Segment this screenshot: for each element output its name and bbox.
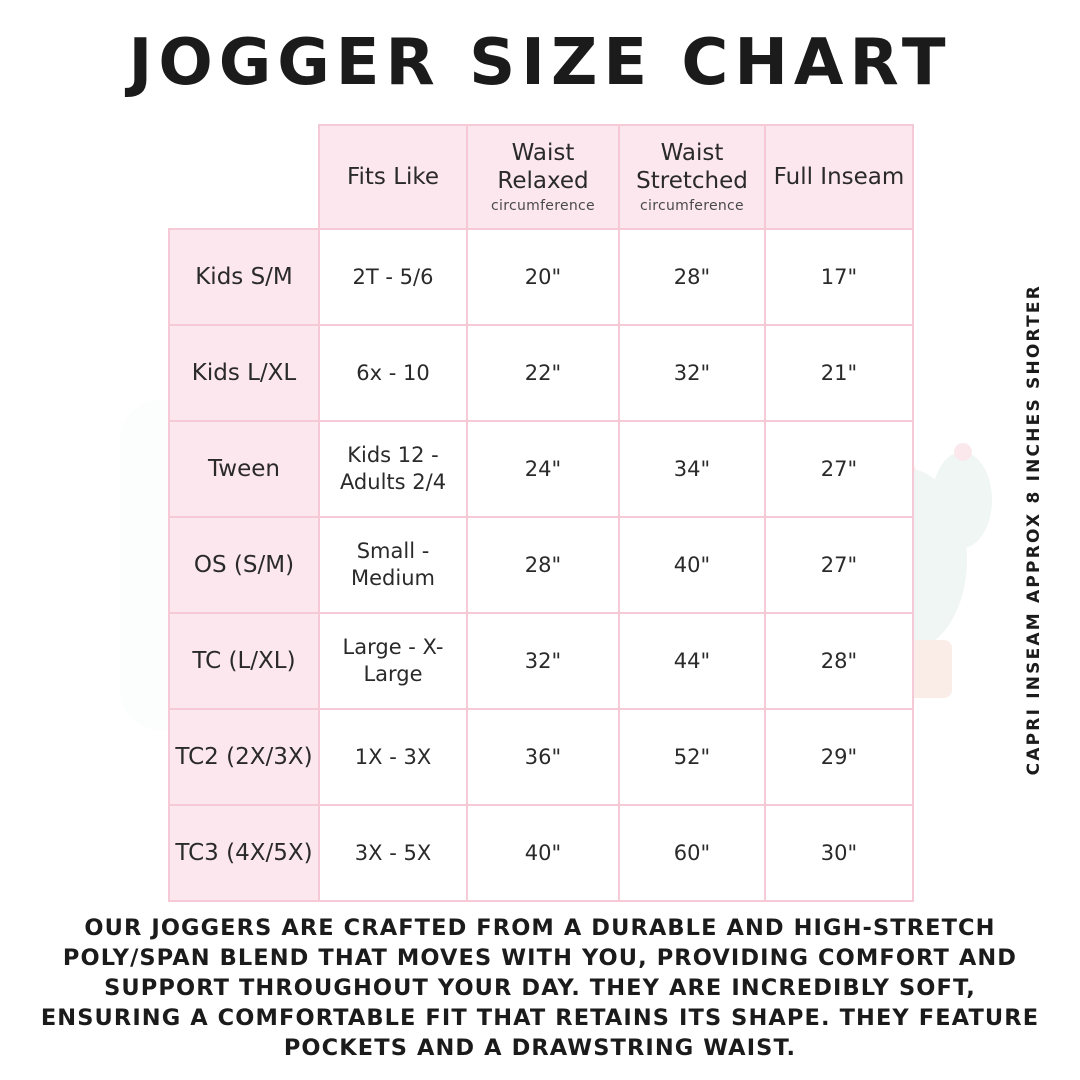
header-full-inseam [765,125,913,229]
header-waist-relaxed-label: Waist Relaxed [497,140,589,195]
cell-waist-stretched: 40" [619,517,765,613]
size-chart-table-wrapper [168,124,912,902]
cell-waist-stretched: 28" [619,229,765,325]
cell-waist-relaxed: 24" [467,421,619,517]
cell-waist-stretched: 34" [619,421,765,517]
description-line: SUPPORT THROUGHOUT YOUR DAY. THEY ARE INCREDIBLY SOFT, [104,975,976,1002]
cell-size: Kids L/XL [169,325,319,421]
header-full-inseam-label: Full Inseam [773,163,905,190]
header-waist-relaxed [467,125,619,229]
table-header-row [169,125,913,229]
table-row [169,229,913,325]
table-row [169,517,913,613]
header-waist-stretched-sub: circumference [640,197,744,214]
cell-waist-relaxed: 36" [467,709,619,805]
table-row [169,805,913,901]
capri-inseam-note [1014,250,1054,810]
capri-inseam-note-label: CAPRI INSEAM APPROX 8 INCHES SHORTER [1024,284,1044,776]
header-corner-blank [169,125,319,229]
cell-fits: 1X - 3X [319,709,467,805]
cell-fits: Kids 12 - Adults 2/4 [319,421,467,517]
table-row [169,325,913,421]
cell-waist-relaxed: 20" [467,229,619,325]
cell-size: Kids S/M [169,229,319,325]
description-line: ENSURING A COMFORTABLE FIT THAT RETAINS ITS SHAPE. THEY FEATURE [40,1005,1040,1032]
cell-full-inseam: 17" [765,229,913,325]
cell-size: TC (L/XL) [169,613,319,709]
cell-size: Tween [169,421,319,517]
cell-size: TC2 (2X/3X) [169,709,319,805]
cell-full-inseam: 28" [765,613,913,709]
cell-waist-relaxed: 32" [467,613,619,709]
cell-size: TC3 (4X/5X) [169,805,319,901]
header-waist-stretched-label: Waist Stretched [636,140,748,195]
cell-size: OS (S/M) [169,517,319,613]
cell-waist-stretched: 52" [619,709,765,805]
header-fits-like-label: Fits Like [346,163,440,190]
cell-waist-relaxed: 22" [467,325,619,421]
cell-full-inseam: 27" [765,517,913,613]
size-chart-table [168,124,914,902]
cell-full-inseam: 27" [765,421,913,517]
table-row [169,613,913,709]
cell-waist-stretched: 44" [619,613,765,709]
cell-waist-stretched: 32" [619,325,765,421]
page-title: JOGGER SIZE CHART [128,26,952,100]
cell-waist-stretched: 60" [619,805,765,901]
cell-waist-relaxed: 28" [467,517,619,613]
cell-fits: 2T - 5/6 [319,229,467,325]
product-description [40,914,1040,1064]
cell-fits: Small - Medium [319,517,467,613]
cell-full-inseam: 21" [765,325,913,421]
cell-waist-relaxed: 40" [467,805,619,901]
description-line: POLY/SPAN BLEND THAT MOVES WITH YOU, PROVIDING COMFORT AND [62,945,1018,972]
table-row [169,421,913,517]
header-waist-stretched [619,125,765,229]
description-line: POCKETS AND A DRAWSTRING WAIST. [283,1035,797,1062]
cell-fits: Large - X-Large [319,613,467,709]
cell-fits: 3X - 5X [319,805,467,901]
header-waist-relaxed-sub: circumference [491,197,595,214]
description-line: OUR JOGGERS ARE CRAFTED FROM A DURABLE AND HIGH-STRETCH [84,915,996,942]
table-row [169,709,913,805]
cell-full-inseam: 30" [765,805,913,901]
header-fits-like [319,125,467,229]
cell-fits: 6x - 10 [319,325,467,421]
cell-full-inseam: 29" [765,709,913,805]
